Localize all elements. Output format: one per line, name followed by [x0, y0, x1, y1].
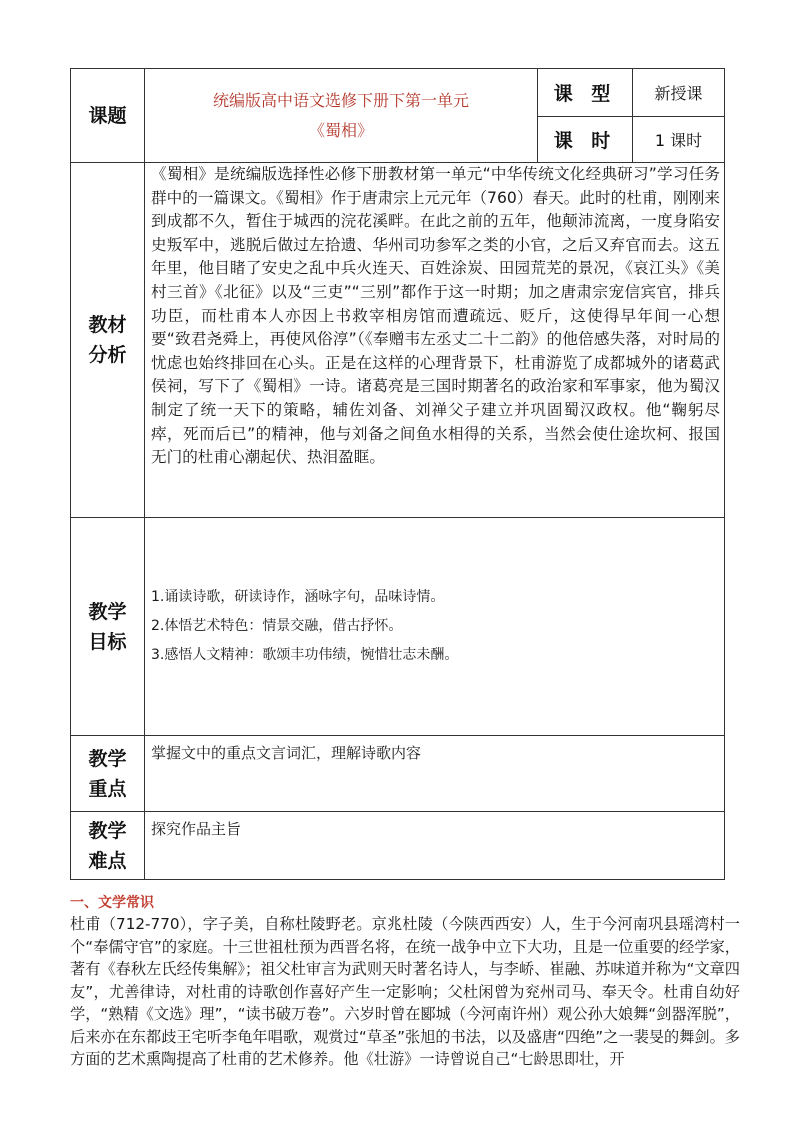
analysis-text: 《蜀相》是统编版选择性必修下册教材第一单元“中华传统文化经典研习”学习任务群中的一篇课文。《蜀相》作于唐肃宗上元元年（760）春天。此时的杜甫，刚刚来到成都不久，暂住于城西的浣花溪畔。在此之前的五年，他颠沛流离，一度身陷安史叛军中，逃脱后做过左拾遗、华州司功参军之类的小官，之后又弃官而去。这五年里，他目睹了安史之乱中兵火连天、百姓涂炭、田园荒芜的景况，《哀江头》《美村三首》《北征》以及“三吏”“三别”都作于这一时期；加之唐肃宗宠信宾官，排兵功臣，而杜甫本人亦因上书救宰相房馆而遭疏远、贬斤，这使得早年间一心想要“致君尧舜上，再使风俗淳”（《奉赠韦左丞丈二十二韵》的他倍感失落，对时局的忧虑也始终排回在心头。正是在这样的心理背景下，杜甫游览了成都城外的诸葛武侯祠，写下了《蜀相》一诗。诸葛亮是三国时期著名的政治家和军事家，他为蜀汉制定了统一天下的策略，辅佐刘备、刘禅父子建立并巩固蜀汉政权。他“鞠躬尽瘁，死而后已”的精神，他与刘备之间鱼水相得的关系，当然会使仕途坎柯、报国无门的杜甫心潮起伏、热泪盈眶。 — [145, 163, 725, 518]
lesson-plan-table — [70, 68, 725, 880]
key-points-text: 掌握文中的重点文言词汇，理解诗歌内容 — [145, 736, 725, 812]
goal-item: 1.诵读诗歌，研读诗作，涵咏字句，品味诗情。 — [151, 589, 445, 605]
difficulty-text: 探究作品主旨 — [145, 812, 725, 880]
section-body: 杜甫（712-770），字子美，自称杜陵野老。京兆杜陵（今陕西西安）人，生于今河南巩县瑶湾村一个“奉儒守官”的家庭。十三世祖杜预为西晋名将，在统一战争中立下大功，且是一位重要的经学家，著有《春秋左氏经传集解》；祖父杜审言为武则天时著名诗人，与李峤、崔融、苏味道并称为“文章四友”，尤善律诗，对杜甫的诗歌创作喜好产生一定影响；父杜闲曾为兖州司马、奉天令。杜甫自幼好学，“熟精《文选》理”，“读书破万卷”。六岁时曾在郾城（今河南许州）观公孙大娘舞“剑器浑脱”，后来亦在东都歧王宅听李龟年唱歌，观赏过“草圣”张旭的书法，以及盛唐“四绝”之一裴旻的舞剑。多方面的艺术熏陶提高了杜甫的艺术修养。他《壮游》一诗曾说自己“七龄思即壮，开 — [70, 915, 740, 1068]
key-points-label-line2: 重点 — [88, 777, 127, 800]
difficulty-label — [71, 812, 145, 880]
analysis-label-line2: 分析 — [88, 344, 127, 366]
key-points-label — [71, 736, 145, 812]
lesson-hours-value: 1 课时 — [633, 117, 725, 163]
goals-list — [145, 518, 725, 736]
section-heading: 一、文学常识 — [70, 895, 154, 911]
analysis-label — [71, 163, 145, 518]
topic-title-line1: 统编版高中语文选修下册下第一单元 — [212, 90, 469, 110]
key-points-label-line1: 教学 — [88, 747, 127, 770]
goals-label — [71, 518, 145, 736]
goal-item: 3.感悟人文精神：歌颂丰功伟绩，惋惜壮志未酬。 — [151, 647, 459, 663]
topic-label: 课题 — [71, 69, 145, 163]
literary-knowledge-section — [70, 893, 740, 1071]
topic-title — [145, 69, 538, 163]
goals-label-line1: 教学 — [88, 600, 127, 623]
difficulty-label-line1: 教学 — [88, 819, 127, 842]
lesson-type-label: 课 型 — [538, 69, 633, 117]
lesson-type-value: 新授课 — [633, 69, 725, 117]
analysis-label-line1: 教材 — [88, 314, 127, 336]
goal-item: 2.体悟艺术特色：情景交融，借古抒怀。 — [151, 618, 403, 634]
goals-label-line2: 目标 — [88, 630, 127, 653]
difficulty-label-line2: 难点 — [88, 849, 127, 872]
topic-title-line2: 《蜀相》 — [308, 120, 373, 140]
lesson-hours-label: 课 时 — [538, 117, 633, 163]
